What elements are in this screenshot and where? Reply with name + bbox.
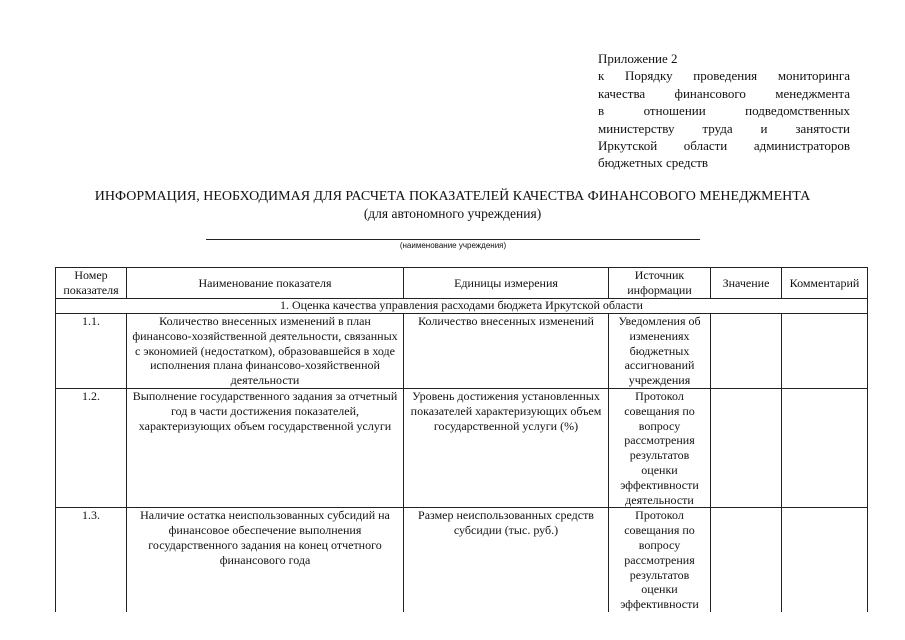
header-unit: Единицы измерения bbox=[404, 268, 609, 299]
appendix-heading bbox=[598, 50, 850, 172]
cell-name: Наличие остатка неиспользованных субсидий на финансовое обеспечение выполнения государственного задания на конец отчетного финансового года bbox=[127, 508, 404, 612]
cell-unit: Количество внесенных изменений bbox=[404, 314, 609, 389]
title-main: ИНФОРМАЦИЯ, НЕОБХОДИМАЯ ДЛЯ РАСЧЕТА ПОКАЗАТЕЛЕЙ КАЧЕСТВА ФИНАНСОВОГО МЕНЕДЖМЕНТА bbox=[94, 189, 811, 204]
appendix-line: в отношении подведомственных bbox=[598, 103, 850, 119]
appendix-line: качества финансового менеджмента bbox=[598, 85, 850, 101]
title-sub: (для автономного учреждения) bbox=[363, 206, 542, 221]
header-number: Номер показателя bbox=[56, 268, 127, 299]
institution-name-caption: (наименование учреждения) bbox=[399, 241, 507, 250]
cell-unit: Уровень достижения установленных показателей характеризующих объем государственной услуги (%) bbox=[404, 388, 609, 507]
cell-number: 1.1. bbox=[56, 314, 127, 389]
section-title: 1. Оценка качества управления расходами бюджета Иркутской области bbox=[56, 299, 868, 314]
cell-unit: Размер неиспользованных средств субсидии (тыс. руб.) bbox=[404, 508, 609, 612]
section-row bbox=[56, 299, 868, 314]
institution-name-line bbox=[206, 239, 700, 240]
cell-number: 1.3. bbox=[56, 508, 127, 612]
header-name: Наименование показателя bbox=[127, 268, 404, 299]
appendix-line: бюджетных средств bbox=[598, 155, 709, 171]
header-comment: Комментарий bbox=[782, 268, 868, 299]
table-row bbox=[56, 388, 868, 507]
appendix-line: Иркутской области администраторов bbox=[598, 138, 850, 154]
cell-source: Протокол совещания по вопросу рассмотрения результатов оценки эффективности bbox=[609, 508, 711, 612]
header-value: Значение bbox=[711, 268, 782, 299]
appendix-line: к Порядку проведения мониторинга bbox=[598, 68, 850, 84]
cell-comment[interactable] bbox=[782, 314, 868, 389]
header-source: Источник информации bbox=[609, 268, 711, 299]
cell-name: Выполнение государственного задания за отчетный год в части достижения показателей, характеризующих объем государственной услуги bbox=[127, 388, 404, 507]
document-title bbox=[0, 188, 905, 222]
table-row bbox=[56, 314, 868, 389]
cell-value[interactable] bbox=[711, 388, 782, 507]
cell-value[interactable] bbox=[711, 508, 782, 612]
cell-source: Уведомления об изменениях бюджетных ассигнований учреждения bbox=[609, 314, 711, 389]
cell-name: Количество внесенных изменений в план финансово-хозяйственной деятельности, связанных с экономией (недостатком), образовавшейся в ходе исполнения плана финансово-хозяйственной деятельности bbox=[127, 314, 404, 389]
cell-comment[interactable] bbox=[782, 388, 868, 507]
cell-number: 1.2. bbox=[56, 388, 127, 507]
table-row bbox=[56, 508, 868, 612]
indicators-table bbox=[55, 267, 868, 612]
appendix-line: министерству труда и занятости bbox=[598, 120, 850, 136]
table-header-row bbox=[56, 268, 868, 299]
cell-value[interactable] bbox=[711, 314, 782, 389]
appendix-line: Приложение 2 bbox=[598, 51, 678, 66]
cell-source: Протокол совещания по вопросу рассмотрения результатов оценки эффективности деятельности bbox=[609, 388, 711, 507]
cell-comment[interactable] bbox=[782, 508, 868, 612]
